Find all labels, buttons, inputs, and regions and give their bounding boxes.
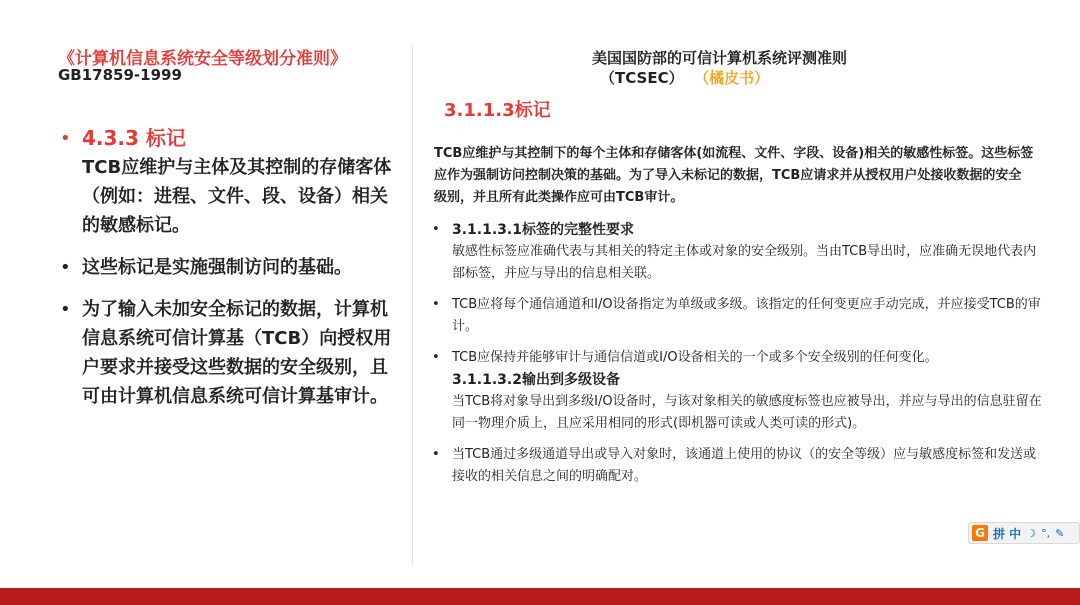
input-method-logo-icon[interactable]: G (972, 525, 988, 541)
input-method-mode[interactable]: 拼 中 (993, 526, 1022, 541)
bullet-icon: • (60, 257, 71, 278)
right-bullet-text: 敏感性标签应准确代表与其相关的特定主体或对象的安全级别。当由TCB导出时，应准确无误地代表内部标签，并应与导出的信息相关联。 (452, 244, 1037, 281)
left-subtitle: GB17859-1999 (58, 66, 182, 84)
left-bullet-body: 为了输入未加安全标记的数据，计算机信息系统可信计算基（TCB）向授权用户要求并接受这些数据的安全级别，且可由计算机信息系统可信计算基审计。 (82, 299, 392, 407)
right-bullet-text: 当TCB通过多级通道导出或导入对象时，该通道上使用的协议（的安全等级）应与敏感度标签和发送或接收的相关信息之间的明确配对。 (452, 447, 1037, 484)
bullet-icon: • (432, 447, 440, 462)
right-intro-paragraph: TCB应维护与其控制下的每个主体和存储客体(如流程、文件、字段、设备)相关的敏感性标签。这些标签应作为强制访问控制决策的基础。为了导入未标记的数据，TCB应请求并从授权用户处接收数据的安全级别，并且所有此类操作应可由TCB审计。 (434, 146, 1034, 205)
punctuation-icon[interactable]: °, (1041, 526, 1051, 540)
bullet-icon: • (432, 222, 440, 237)
right-bullet-subtitle: 3.1.1.3.2输出到多级设备 (452, 372, 620, 388)
right-subtitle-note: （橘皮书） (701, 69, 770, 87)
left-bullet-list (58, 124, 403, 424)
bullet-icon: • (432, 297, 440, 312)
right-subtitle-row (600, 67, 769, 88)
right-bullet-2 (432, 294, 1044, 338)
left-bullet-body: TCB应维护与主体及其控制的存储客体（例如：进程、文件、段、设备）相关的敏感标记。 (82, 157, 392, 236)
moon-icon[interactable]: ☽ (1026, 526, 1037, 540)
right-bullet-1 (432, 219, 1044, 285)
input-method-toolbar[interactable] (968, 522, 1080, 544)
right-bullet-3 (432, 347, 1044, 435)
left-bullet-1 (58, 124, 403, 240)
right-bullet-subtext: 当TCB将对象导出到多级I/O设备时，与该对象相关的敏感度标签也应被导出，并应与导出的信息驻留在同一物理介质上，且应采用相同的形式(即机器可读或人类可读的形式)。 (452, 394, 1042, 431)
left-bullet-2 (58, 253, 403, 282)
bullet-icon: • (432, 350, 440, 365)
right-section-heading: 3.1.1.3标记 (444, 100, 551, 121)
right-bullet-list (432, 219, 1044, 497)
left-bullet-body: 这些标记是实施强制访问的基础。 (82, 257, 352, 278)
right-bullet-4 (432, 444, 1044, 488)
bullet-icon: • (60, 128, 71, 149)
right-subtitle: （TCSEC） (600, 69, 684, 87)
right-bullet-title: 3.1.1.3.1标签的完整性要求 (452, 222, 634, 238)
column-divider (412, 45, 413, 565)
bullet-icon: • (60, 299, 71, 320)
left-bullet-heading: 4.3.3 标记 (82, 126, 186, 150)
wrench-icon[interactable]: ✎ (1055, 526, 1065, 540)
left-title: 《计算机信息系统安全等级划分准则》 (58, 49, 347, 69)
bottom-accent-bar (0, 588, 1080, 605)
left-bullet-3 (58, 295, 403, 411)
right-title: 美国国防部的可信计算机系统评测准则 (592, 49, 848, 67)
right-bullet-text: TCB应保持并能够审计与通信信道或I/O设备相关的一个或多个安全级别的任何变化。 (452, 350, 938, 365)
right-bullet-text: TCB应将每个通信通道和I/O设备指定为单级或多级。该指定的任何变更应手动完成，并应接受TCB的审计。 (452, 297, 1041, 334)
